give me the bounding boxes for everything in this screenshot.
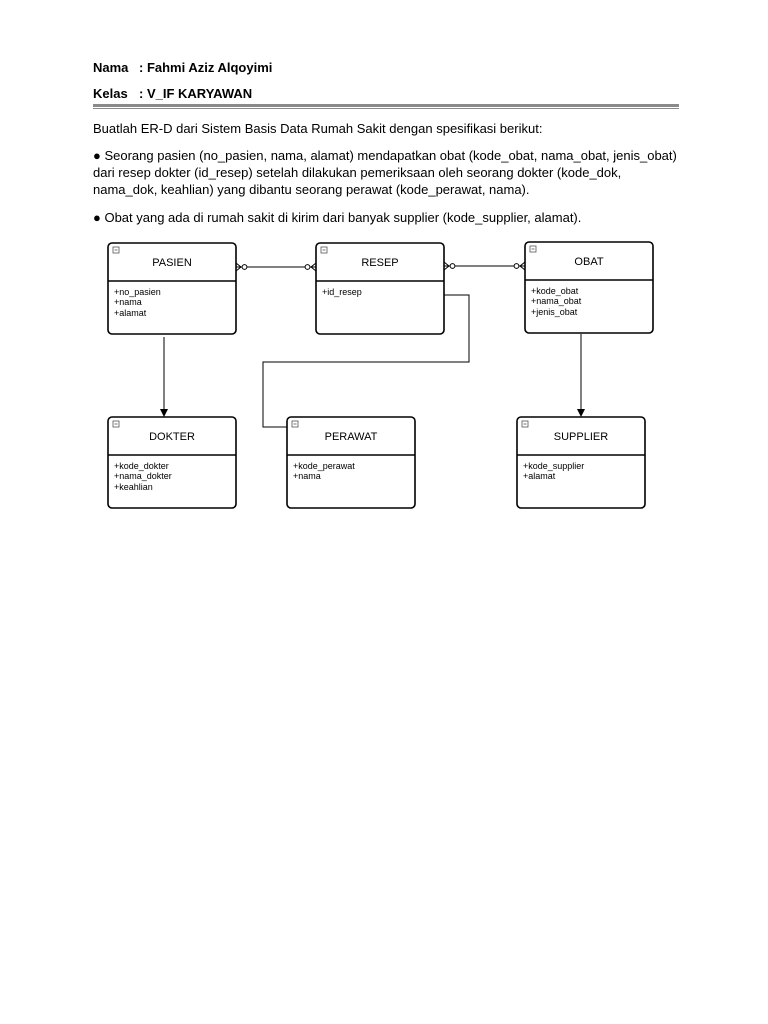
attribute: +kode_supplier: [523, 461, 585, 471]
entity-title: DOKTER: [149, 431, 195, 443]
nama-value: : Fahmi Aziz Alqoyimi: [139, 60, 273, 75]
intro-text: Buatlah ER-D dari Sistem Basis Data Rumah Sakit dengan spesifikasi berikut:: [93, 121, 543, 136]
entity-dokter[interactable]: [108, 417, 236, 508]
entity-perawat[interactable]: [287, 417, 415, 508]
attribute: +jenis_obat: [531, 307, 578, 317]
attribute: +nama: [114, 297, 142, 307]
entity-supplier[interactable]: [517, 417, 645, 508]
attribute: +nama_obat: [531, 296, 582, 306]
attribute: +no_pasien: [114, 287, 161, 297]
nama-label: Nama: [93, 60, 129, 75]
attribute: +nama_dokter: [114, 471, 172, 481]
bullet-obat: ● Obat yang ada di rumah sakit di kirim dari banyak supplier (kode_supplier, alamat).: [93, 210, 582, 225]
kelas-label: Kelas: [93, 86, 128, 101]
attribute: +alamat: [114, 308, 147, 318]
entity-title: SUPPLIER: [553, 431, 609, 443]
attribute: +alamat: [523, 471, 556, 481]
entity-pasien[interactable]: [108, 243, 236, 334]
relationship-pasien-resep: [236, 263, 316, 271]
relationship-resep-obat: [444, 262, 525, 270]
attribute: +kode_dokter: [114, 461, 169, 471]
attribute: +nama: [293, 471, 321, 481]
attribute: +kode_perawat: [293, 461, 355, 471]
kelas-value: : V_IF KARYAWAN: [139, 86, 253, 101]
attribute: +kode_obat: [531, 286, 579, 296]
entity-obat[interactable]: [525, 242, 653, 333]
attribute: +keahlian: [114, 482, 153, 492]
attribute: +id_resep: [322, 287, 362, 297]
entity-title: PERAWAT: [324, 431, 378, 443]
entity-resep[interactable]: [316, 243, 444, 334]
entity-title: RESEP: [361, 257, 399, 269]
entity-title: OBAT: [574, 256, 604, 268]
bullet-pasien: ● Seorang pasien (no_pasien, nama, alamat) mendapatkan obat (kode_obat, nama_obat, jenis_obat) dari resep dokter (id_resep) setelah dilakukan pemeriksaan oleh seorang dokter (kode_dok, nama_dok, keahlian) yang dibantu seorang perawat (kode_perawat, nama).: [93, 148, 677, 197]
entity-title: PASIEN: [152, 257, 192, 269]
